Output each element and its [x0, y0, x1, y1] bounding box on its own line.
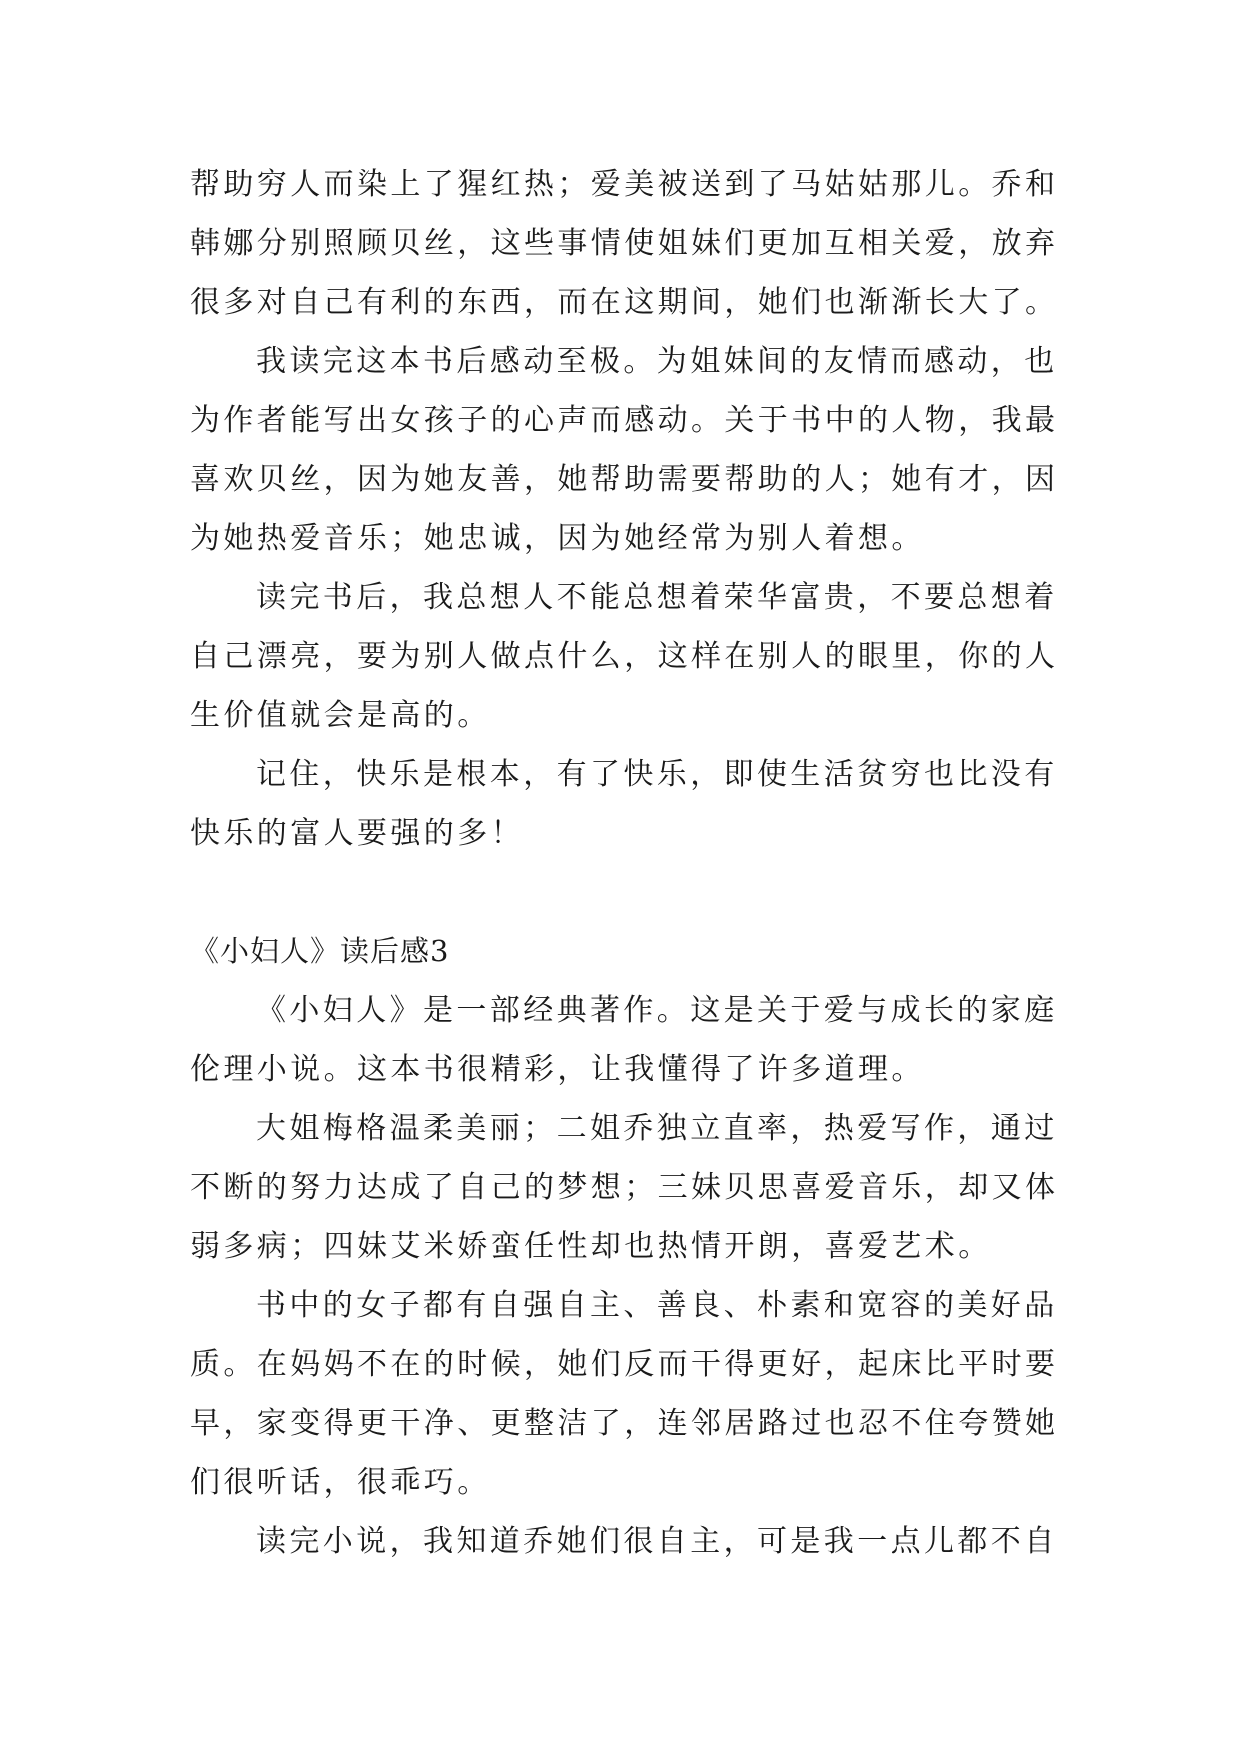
- text-line: 为作者能写出女孩子的心声而感动。关于书中的人物，我最: [190, 403, 1059, 438]
- section-spacer: [190, 863, 1070, 922]
- text-line: 韩娜分别照顾贝丝，这些事情使姐妹们更加互相关爱，放弃: [190, 226, 1059, 261]
- text-line: 伦理小说。这本书很精彩，让我懂得了许多道理。: [190, 1052, 925, 1087]
- paragraph: [190, 568, 1070, 745]
- paragraph: [190, 1512, 1070, 1571]
- text-line: 很多对自己有利的东西，而在这期间，她们也渐渐长大了。: [190, 285, 1059, 320]
- text-line: 读完书后，我总想人不能总想着荣华富贵，不要总想着: [256, 580, 1058, 615]
- text-line: 不断的努力达成了自己的梦想；三妹贝思喜爱音乐，却又体: [190, 1170, 1059, 1205]
- text-line: 我读完这本书后感动至极。为姐妹间的友情而感动，也: [256, 344, 1058, 379]
- text-line: 《小妇人》是一部经典著作。这是关于爱与成长的家庭: [256, 993, 1058, 1028]
- text-line: 质。在妈妈不在的时候，她们反而干得更好，起床比平时要: [190, 1347, 1059, 1382]
- section-title: 《小妇人》读后感3: [190, 934, 450, 968]
- text-line: 喜欢贝丝，因为她友善，她帮助需要帮助的人；她有才，因: [190, 462, 1059, 497]
- paragraph: [190, 981, 1070, 1099]
- text-line: 帮助穷人而染上了猩红热；爱美被送到了马姑姑那儿。乔和: [190, 167, 1059, 202]
- document-body: [190, 155, 1070, 1571]
- text-line: 快乐的富人要强的多！: [190, 816, 524, 851]
- text-line: 读完小说，我知道乔她们很自主，可是我一点儿都不自: [256, 1524, 1058, 1559]
- text-line: 生价值就会是高的。: [190, 698, 491, 733]
- text-line: 大姐梅格温柔美丽；二姐乔独立直率，热爱写作，通过: [256, 1111, 1058, 1146]
- text-line: 早，家变得更干净、更整洁了，连邻居路过也忍不住夸赞她: [190, 1406, 1059, 1441]
- paragraph: [190, 1099, 1070, 1276]
- text-line: 自己漂亮，要为别人做点什么，这样在别人的眼里，你的人: [190, 639, 1059, 674]
- text-line: 记住，快乐是根本，有了快乐，即使生活贫穷也比没有: [256, 757, 1058, 792]
- paragraph: [190, 1276, 1070, 1512]
- text-line: 书中的女子都有自强自主、善良、朴素和宽容的美好品: [256, 1288, 1058, 1323]
- paragraph: [190, 745, 1070, 863]
- paragraph: [190, 332, 1070, 568]
- text-line: 弱多病；四妹艾米娇蛮任性却也热情开朗，喜爱艺术。: [190, 1229, 992, 1264]
- text-line: 们很听话，很乖巧。: [190, 1465, 491, 1500]
- text-line: 为她热爱音乐；她忠诚，因为她经常为别人着想。: [190, 521, 925, 556]
- paragraph-continued: [190, 155, 1070, 332]
